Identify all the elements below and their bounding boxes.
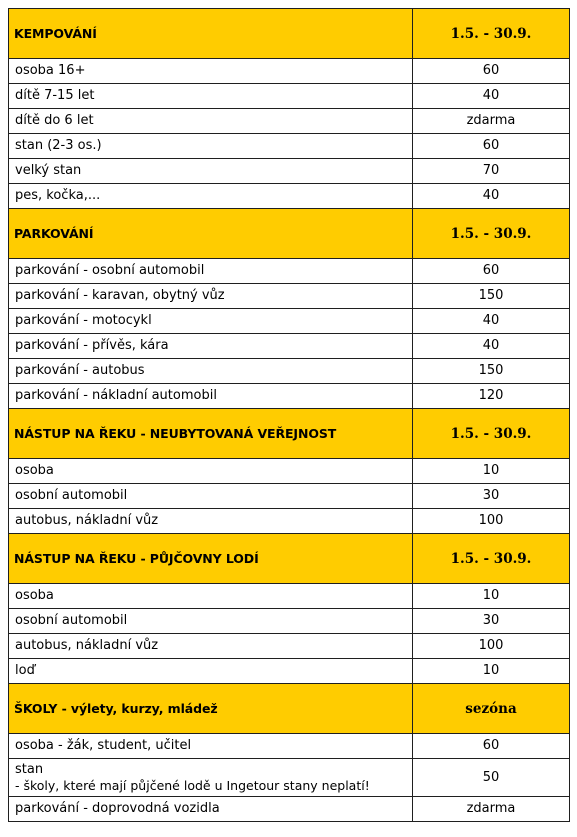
item-label: osoba 16+ bbox=[9, 59, 413, 84]
table-row bbox=[9, 334, 570, 359]
item-label: parkování - autobus bbox=[9, 359, 413, 384]
item-price: 30 bbox=[413, 484, 570, 509]
item-label: pes, kočka,... bbox=[9, 184, 413, 209]
table-row bbox=[9, 184, 570, 209]
section-title: NÁSTUP NA ŘEKU - PŮJČOVNY LODÍ bbox=[9, 534, 413, 584]
item-price: 10 bbox=[413, 459, 570, 484]
item-label: osobní automobil bbox=[9, 484, 413, 509]
item-label: osoba - žák, student, učitel bbox=[9, 734, 413, 759]
section-header-parkovani bbox=[9, 209, 570, 259]
section-header-skoly bbox=[9, 684, 570, 734]
table-row bbox=[9, 609, 570, 634]
table-row bbox=[9, 659, 570, 684]
section-period: 1.5. - 30.9. bbox=[413, 409, 570, 459]
section-title: ŠKOLY - výlety, kurzy, mládež bbox=[9, 684, 413, 734]
table-row bbox=[9, 134, 570, 159]
item-label: dítě do 6 let bbox=[9, 109, 413, 134]
table-row bbox=[9, 509, 570, 534]
table-row bbox=[9, 284, 570, 309]
item-label: osoba bbox=[9, 459, 413, 484]
item-price: zdarma bbox=[413, 797, 570, 822]
table-row bbox=[9, 797, 570, 822]
item-price: 40 bbox=[413, 334, 570, 359]
item-price: 10 bbox=[413, 659, 570, 684]
table-row bbox=[9, 259, 570, 284]
item-label: parkování - nákladní automobil bbox=[9, 384, 413, 409]
table-row bbox=[9, 584, 570, 609]
item-label: parkování - přívěs, kára bbox=[9, 334, 413, 359]
item-price: 150 bbox=[413, 359, 570, 384]
table-row bbox=[9, 159, 570, 184]
item-note: - školy, které mají půjčené lodě u Ingetour stany neplatí! bbox=[15, 777, 370, 793]
section-title: KEMPOVÁNÍ bbox=[9, 9, 413, 59]
section-header-nastup-verejnost bbox=[9, 409, 570, 459]
item-label: autobus, nákladní vůz bbox=[9, 634, 413, 659]
section-header-kempovani bbox=[9, 9, 570, 59]
item-label: osobní automobil bbox=[9, 609, 413, 634]
table-row bbox=[9, 484, 570, 509]
table-row bbox=[9, 59, 570, 84]
item-price: 150 bbox=[413, 284, 570, 309]
table-row bbox=[9, 734, 570, 759]
section-period: 1.5. - 30.9. bbox=[413, 534, 570, 584]
item-price: 40 bbox=[413, 84, 570, 109]
item-label: parkování - karavan, obytný vůz bbox=[9, 284, 413, 309]
item-price: 40 bbox=[413, 309, 570, 334]
item-price: 100 bbox=[413, 509, 570, 534]
item-label: stan (2-3 os.) bbox=[9, 134, 413, 159]
item-label: parkování - doprovodná vozidla bbox=[9, 797, 413, 822]
item-price: 120 bbox=[413, 384, 570, 409]
table-row bbox=[9, 634, 570, 659]
item-price: 100 bbox=[413, 634, 570, 659]
section-period: 1.5. - 30.9. bbox=[413, 209, 570, 259]
item-price: 30 bbox=[413, 609, 570, 634]
table-row bbox=[9, 459, 570, 484]
item-price: 40 bbox=[413, 184, 570, 209]
table-row bbox=[9, 84, 570, 109]
section-header-nastup-pujcovny bbox=[9, 534, 570, 584]
table-row bbox=[9, 359, 570, 384]
item-price: 50 bbox=[413, 759, 570, 797]
item-label: osoba bbox=[9, 584, 413, 609]
section-period: sezóna bbox=[413, 684, 570, 734]
item-price: 60 bbox=[413, 259, 570, 284]
item-label-with-note bbox=[9, 759, 413, 797]
table-row bbox=[9, 759, 570, 797]
item-label: dítě 7-15 let bbox=[9, 84, 413, 109]
item-price: 60 bbox=[413, 134, 570, 159]
item-price: 70 bbox=[413, 159, 570, 184]
item-price: zdarma bbox=[413, 109, 570, 134]
item-label: loď bbox=[9, 659, 413, 684]
table-row bbox=[9, 109, 570, 134]
item-price: 10 bbox=[413, 584, 570, 609]
item-label: parkování - osobní automobil bbox=[9, 259, 413, 284]
section-period: 1.5. - 30.9. bbox=[413, 9, 570, 59]
table-row bbox=[9, 309, 570, 334]
item-label: autobus, nákladní vůz bbox=[9, 509, 413, 534]
item-price: 60 bbox=[413, 59, 570, 84]
section-title: NÁSTUP NA ŘEKU - NEUBYTOVANÁ VEŘEJNOST bbox=[9, 409, 413, 459]
section-title: PARKOVÁNÍ bbox=[9, 209, 413, 259]
item-label: stan bbox=[15, 761, 44, 777]
item-label: velký stan bbox=[9, 159, 413, 184]
item-price: 60 bbox=[413, 734, 570, 759]
price-list-table bbox=[8, 8, 570, 822]
table-row bbox=[9, 384, 570, 409]
item-label: parkování - motocykl bbox=[9, 309, 413, 334]
